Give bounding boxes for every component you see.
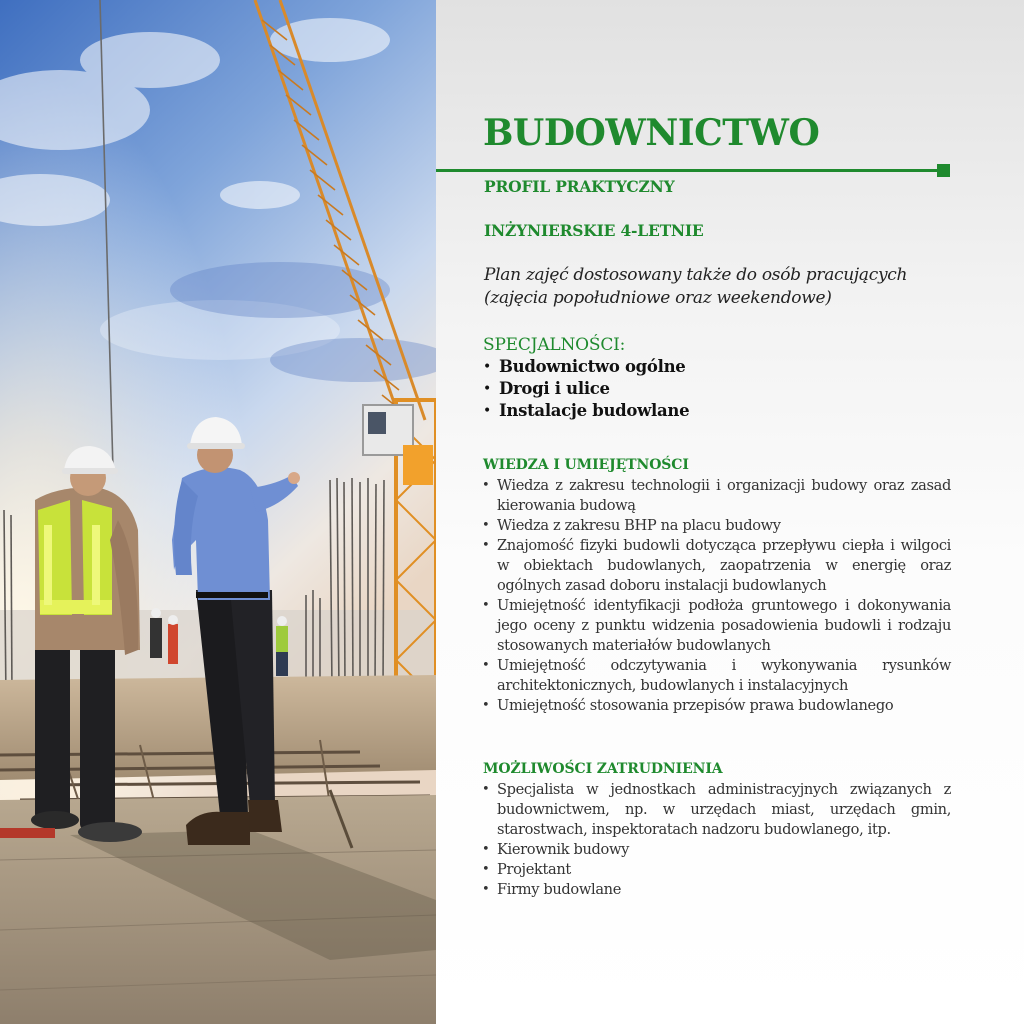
knowledge-item: • Znajomość fizyki budowli dotycząca przepływu ciepła i wilgoci w obiektach budowlanych, zaopatrzenia w energię oraz ogólnych zasad doboru instalacji budowlanych bbox=[481, 536, 951, 596]
profile-label: PROFIL PRAKTYCZNY bbox=[484, 177, 675, 196]
employment-item: • Projektant bbox=[481, 860, 951, 880]
schedule-note bbox=[484, 264, 954, 310]
specialization-item: • Budownictwo ogólne bbox=[483, 356, 689, 378]
page-title: BUDOWNICTWO bbox=[483, 112, 820, 154]
construction-site-photo bbox=[0, 0, 436, 1024]
employment-item: • Firmy budowlane bbox=[481, 880, 951, 900]
specializations-heading: SPECJALNOŚCI: bbox=[483, 335, 626, 355]
title-underline-square bbox=[937, 164, 950, 177]
employment-item: • Specjalista w jednostkach administracyjnych związanych z budownictwem, np. w urzędach miast, urzędach gmin, starostwach, inspektoratach nadzoru budowlanego, itp. bbox=[481, 780, 951, 840]
schedule-line-2: (zajęcia popołudniowe oraz weekendowe) bbox=[484, 288, 832, 308]
knowledge-item: • Umiejętność odczytywania i wykonywania rysunków architektonicznych, budowlanych i instalacyjnych bbox=[481, 656, 951, 696]
employment-list bbox=[481, 780, 951, 900]
knowledge-heading: WIEDZA I UMIEJĘTNOŚCI bbox=[483, 457, 689, 473]
specialization-item: • Drogi i ulice bbox=[483, 378, 689, 400]
knowledge-list bbox=[481, 476, 951, 716]
schedule-line-1: Plan zajęć dostosowany także do osób pracujących bbox=[484, 265, 908, 285]
study-type-label: INŻYNIERSKIE 4-LETNIE bbox=[484, 221, 704, 240]
knowledge-item: • Wiedza z zakresu BHP na placu budowy bbox=[481, 516, 951, 536]
knowledge-item: • Umiejętność identyfikacji podłoża gruntowego i dokonywania jego oceny z punktu widzenia posadowienia budowli i rodzaju stosowanych materiałów budowlanych bbox=[481, 596, 951, 656]
knowledge-item: • Umiejętność stosowania przepisów prawa budowlanego bbox=[481, 696, 951, 716]
employment-heading: MOŻLIWOŚCI ZATRUDNIENIA bbox=[483, 761, 723, 777]
specializations-list bbox=[483, 356, 689, 422]
specialization-item: • Instalacje budowlane bbox=[483, 400, 689, 422]
employment-item: • Kierownik budowy bbox=[481, 840, 951, 860]
knowledge-item: • Wiedza z zakresu technologii i organizacji budowy oraz zasad kierowania budową bbox=[481, 476, 951, 516]
title-underline bbox=[436, 169, 941, 172]
